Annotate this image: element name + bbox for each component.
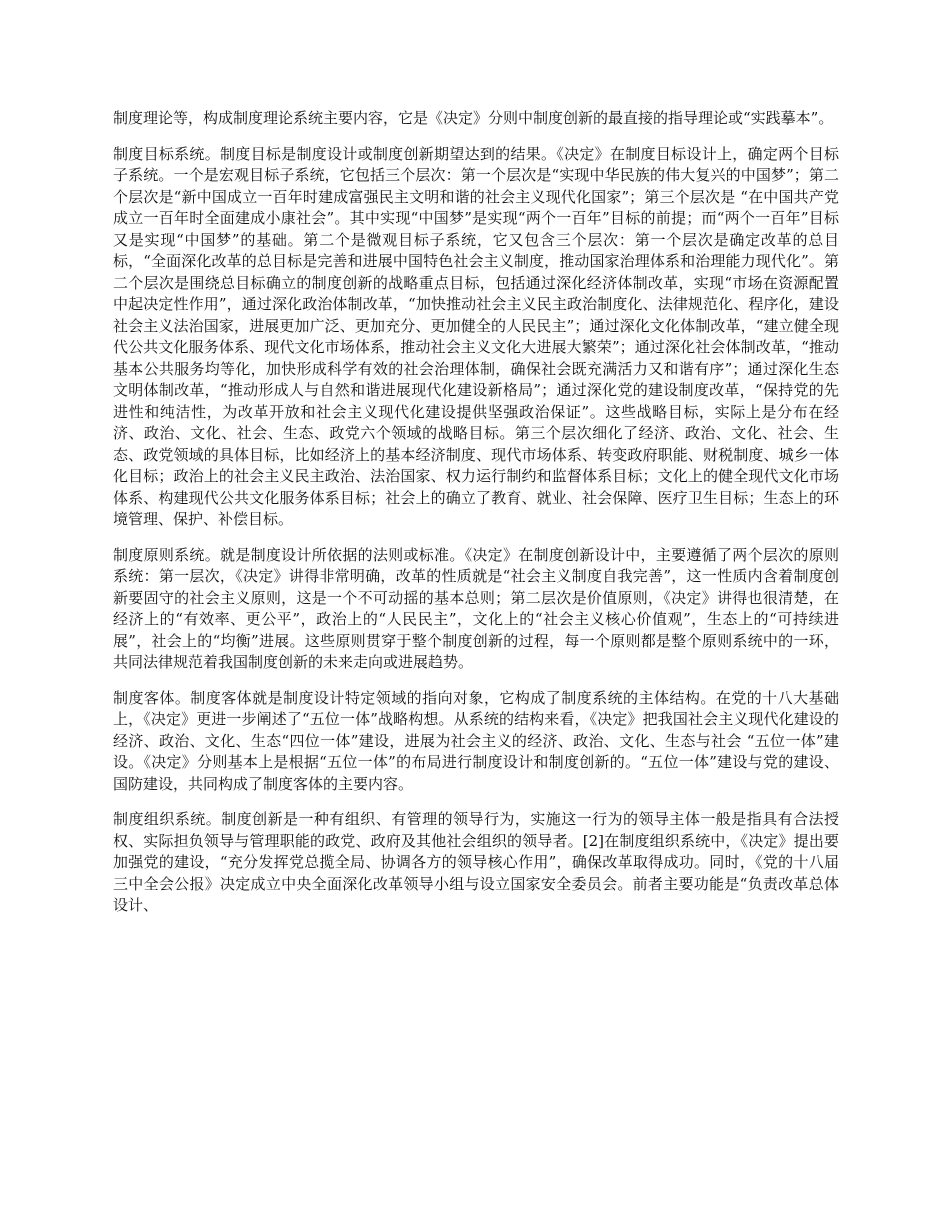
paragraph-institutional-object: 制度客体。制度客体就是制度设计特定领域的指向对象，它构成了制度系统的主体结构。在党的十八大基础上，《决定》更进一步阐述了“五位一体”战略构想。从系统的结构来看，《决定》把我国社会主义现代化建设的经济、政治、文化、生态“四位一体”建设，进展为社会主义的经济、政治、文化、生态与社会 “五位一体”建设。《决定》分则基本上是根据“五位一体”的布局进行制度设计和制度创新的。“五位一体”建设与党的建设、国防建设，共同构成了制度客体的主要内容。	[113, 688, 839, 793]
document-page	[113, 108, 839, 931]
paragraph-organization-system: 制度组织系统。制度创新是一种有组织、有管理的领导行为，实施这一行为的领导主体一般是指具有合法授权、实际担负领导与管理职能的政党、政府及其他社会组织的领导者。[2]在制度组织系统中，《决定》提出要加强党的建设，“充分发挥党总揽全局、协调各方的领导核心作用”，确保改革取得成功。同时，《党的十八届三中全会公报》决定成立中央全面深化改革领导小组与设立国家安全委员会。前者主要功能是“负责改革总体设计、	[113, 810, 839, 914]
paragraph-principle-system: 制度原则系统。就是制度设计所依据的法则或标准。《决定》在制度创新设计中，主要遵循了两个层次的原则系统：第一层次，《决定》讲得非常明确，改革的性质就是“社会主义制度自我完善”，这一性质内含着制度创新要固守的社会主义原则，这是一个不可动摇的基本总则；第二层次是价值原则，《决定》讲得也很清楚，在经济上的“有效率、更公平”，政治上的“人民民主”，文化上的“社会主义核心价值观”，生态上的“可持续进展”，社会上的“均衡”进展。这些原则贯穿于整个制度创新的过程，每一个原则都是整个原则系统中的一环，共同法律规范着我国制度创新的未来走向或进展趋势。	[113, 545, 839, 671]
paragraph-institutional-theory: 制度理论等，构成制度理论系统主要内容，它是《决定》分则中制度创新的最直接的指导理论或“实践摹本”。	[113, 109, 834, 127]
paragraph-target-system: 制度目标系统。制度目标是制度设计或制度创新期望达到的结果。《决定》在制度目标设计上，确定两个目标子系统。一个是宏观目标子系统，它包括三个层次：第一个层次是“实现中华民族的伟大复兴的中国梦”；第二个层次是“新中国成立一百年时建成富强民主文明和谐的社会主义现代化国家”；第三个层次是 “在中国共产党成立一百年时全面建成小康社会”。其中实现“中国梦”是实现“两个一百年”目标的前提；而“两个一百年”目标又是实现“中国梦”的基础。第二个是微观目标子系统，它又包含三个层次：第一个层次是确定改革的总目标，“全面深化改革的总目标是完善和进展中国特色社会主义制度，推动国家治理体系和治理能力现代化”。第二个层次是围绕总目标确立的制度创新的战略重点目标，包括通过深化经济体制改革，实现“市场在资源配置中起决定性作用”，通过深化政治体制改革，“加快推动社会主义民主政治制度化、法律规范化、程序化，建设社会主义法治国家，进展更加广泛、更加充分、更加健全的人民民主”；通过深化文化体制改革，“建立健全现代公共文化服务体系、现代文化市场体系，推动社会主义文化大进展大繁荣”；通过深化社会体制改革，“推动基本公共服务均等化，加快形成科学有效的社会治理体制，确保社会既充满活力又和谐有序”；通过深化生态文明体制改革，“推动形成人与自然和谐进展现代化建设新格局”；通过深化党的建设制度改革，“保持党的先进性和纯洁性，为改革开放和社会主义现代化建设提供坚强政治保证”。这些战略目标，实际上是分布在经济、政治、文化、社会、生态、政党六个领域的战略目标。第三个层次细化了经济、政治、文化、社会、生态、政党领域的具体目标，比如经济上的基本经济制度、现代市场体系、转变政府职能、财税制度、城乡一体化目标；政治上的社会主义民主政治、法治国家、权力运行制约和监督体系目标；文化上的健全现代文化市场体系、构建现代公共文化服务体系目标；社会上的确立了教育、就业、社会保障、医疗卫生目标；生态上的环境管理、保护、补偿目标。	[113, 144, 839, 528]
